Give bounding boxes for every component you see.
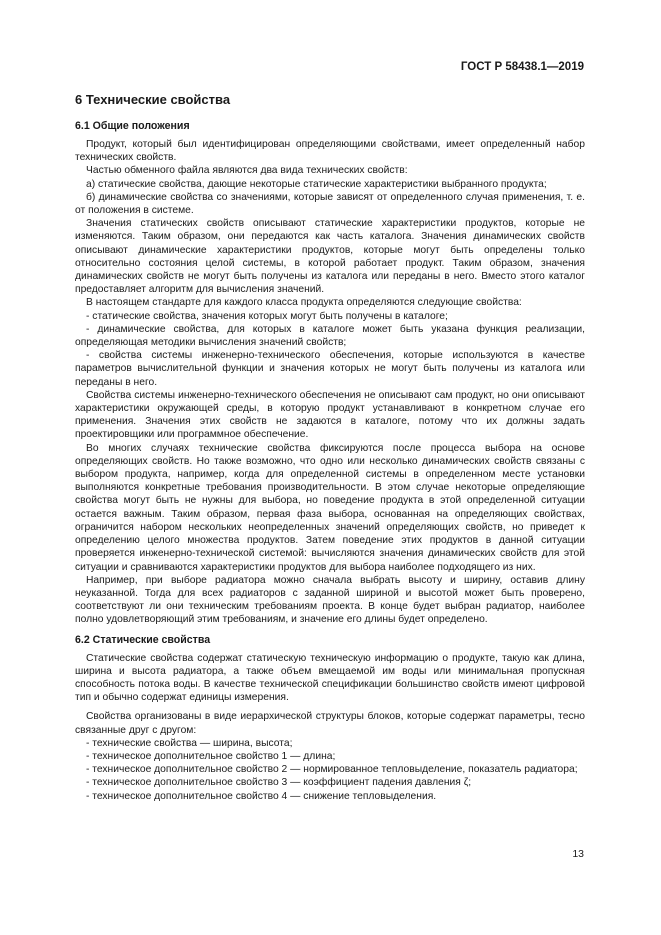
document-id: ГОСТ Р 58438.1—2019 bbox=[460, 61, 584, 73]
paragraph: Значения статических свойств описывают статические характеристики продуктов, которые не изменяются. Таким образом, они передаются как часть каталога. Значения динамических свойств описывают динамические характеристики продуктов, которые могут быть определены только относительно состояния целой системы, в которой работает продукт. Таким образом, значения динамических свойств не могут быть получены из каталога или переданы в него. Вместо этого каталог предоставляет алгоритм для вычисления значений. bbox=[75, 218, 585, 296]
list-item: б) динамические свойства со значениями, которые зависят от определенного случая применения, т. е. от положения в системе. bbox=[75, 191, 585, 217]
paragraph: Продукт, который был идентифицирован определяющими свойствами, имеет определенный набор технических свойств. bbox=[75, 139, 585, 164]
list-item: - технические свойства — ширина, высота; bbox=[86, 737, 293, 749]
list-item: - техническое дополнительное свойство 1 — длина; bbox=[86, 750, 336, 762]
list-item: - техническое дополнительное свойство 3 — коэффициент падения давления ζ; bbox=[86, 777, 472, 789]
list-item: а) статические свойства, дающие некоторые статические характеристики выбранного продукта; bbox=[86, 178, 547, 190]
list-item: - свойства системы инженерно-технического обеспечения, которые используются в качестве параметров вычислительной функции и значения которых не могут быть получены из каталога или переданы в него. bbox=[75, 350, 585, 388]
paragraph: Свойства системы инженерно-технического обеспечения не описывают сам продукт, но они описывают характеристики окружающей среды, в которую продукт устанавливают в конкретном случае его применения. Значения этих свойств не задаются в каталоге, потому что их должны задать проектировщики или программное обеспечение. bbox=[75, 389, 585, 441]
paragraph: Свойства организованы в виде иерархической структуры блоков, которые содержат параметры, тесно связанные друг с другом: bbox=[75, 711, 585, 736]
paragraph: Например, при выборе радиатора можно сначала выбрать высоту и ширину, оставив длину неуказанной. Тогда для всех радиаторов с заданной шириной и высотой может быть проверено, соответствуют ли они техническим требованиям проекта. В конце будет выбран радиатор, наиболее полно удовлетворяющий этим требованиям, и значение его длины будет определено. bbox=[75, 574, 585, 626]
list-item: - техническое дополнительное свойство 2 — нормированное тепловыделение, показатель радиатора; bbox=[86, 764, 578, 776]
page-content bbox=[75, 92, 585, 803]
list-item: - статические свойства, значения которых могут быть получены в каталоге; bbox=[86, 310, 448, 322]
section-6-1-heading: 6.1 Общие положения bbox=[75, 120, 190, 132]
section-6-heading: 6 Технические свойства bbox=[75, 92, 231, 107]
section-6-2-heading: 6.2 Статические свойства bbox=[75, 633, 211, 646]
list-item: - динамические свойства, для которых в каталоге может быть указана функция реализации, определяющая методики вычисления значений свойств; bbox=[75, 323, 585, 349]
paragraph: Частью обменного файла являются два вида технических свойств: bbox=[86, 165, 408, 177]
paragraph: Статические свойства содержат статическую техническую информацию о продукте, такую как длина, ширина и высота радиатора, а также объем вмещаемой им воды или минимальная пропускная способность потока воды. В качестве технической спецификации большинство свойств имеют цифровой тип и обычно содержат единицы измерения. bbox=[75, 652, 585, 704]
paragraph: Во многих случаях технические свойства фиксируются после процесса выбора на основе определяющих свойств. Но также возможно, что одно или несколько динамических свойств связаны с выбором продукта, например, когда для определенной системы в определенном месте установки выполняются конкретные требования производительности. В этом случае некоторые определяющие свойства могут быть не нужны для выбора, но поведение продукта в этой определенной ситуации остается важным. Таким образом, первая фаза выбора, основанная на определяющих свойствах, ограничится набором нескольких неопределенных значений определяющих свойств, но приведет к определению целого множества продуктов. Затем поведение этих продуктов в данной ситуации проверяется инженерно-технической системой: вычисляются значения динамических свойств для этой ситуации и сравниваются характеристики продуктов для выбора наиболее подходящего из них. bbox=[75, 442, 585, 573]
paragraph: В настоящем стандарте для каждого класса продукта определяются следующие свойства: bbox=[86, 297, 522, 309]
list-item: - техническое дополнительное свойство 4 — снижение тепловыделения. bbox=[86, 790, 437, 802]
page-number: 13 bbox=[572, 848, 584, 860]
